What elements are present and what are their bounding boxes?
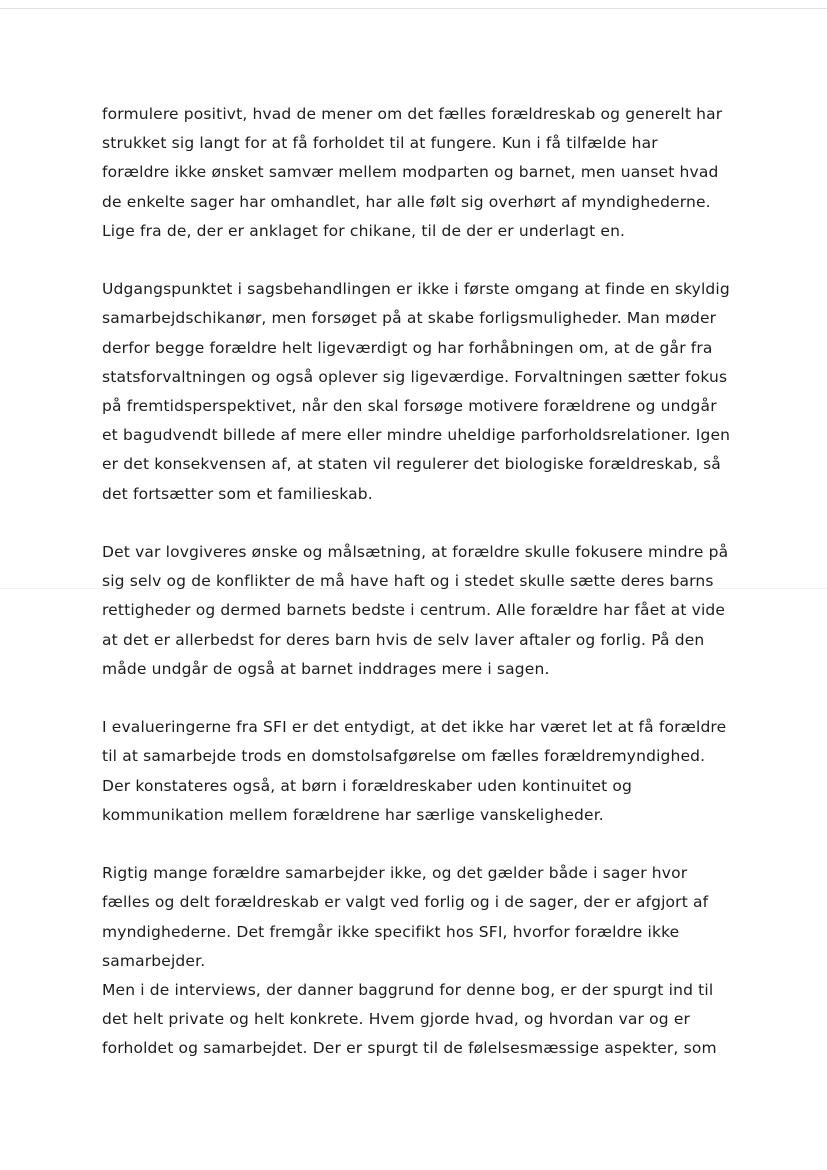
paragraph [102,713,762,830]
text-line: fælles og delt forældreskab er valgt ved forlig og i de sager, der er afgjort af [102,893,709,912]
text-line: sig selv og de konflikter de må have haft og i stedet skulle sætte deres barns [102,572,714,591]
text-line: på fremtidsperspektivet, når den skal forsøge motivere forældrene og undgår [102,397,717,416]
text-line: derfor begge forældre helt ligeværdigt og har forhåbningen om, at de går fra [102,338,713,357]
paragraph [102,275,762,509]
paragraph [102,100,762,246]
text-line: er det konsekvensen af, at staten vil regulerer det biologiske forældreskab, så [102,455,721,474]
text-line: Udgangspunktet i sagsbehandlingen er ikke i første omgang at finde en skyldig [102,280,730,299]
text-line: strukket sig langt for at få forholdet til at fungere. Kun i få tilfælde har [102,134,658,153]
paragraph [102,976,762,1064]
text-line: I evalueringerne fra SFI er det entydigt, at det ikke har været let at få forældre [102,718,727,737]
text-line: Men i de interviews, der danner baggrund for denne bog, er der spurgt ind til [102,981,714,1000]
text-line: det fortsætter som et familieskab. [102,484,373,503]
text-line: myndighederne. Det fremgår ikke specifikt hos SFI, hvorfor forældre ikke [102,922,680,941]
text-line: det helt private og helt konkrete. Hvem gjorde hvad, og hvordan var og er [102,1010,691,1029]
scan-artifact-line [0,8,827,9]
text-line: forholdet og samarbejdet. Der er spurgt til de følelsesmæssige aspekter, som [102,1039,717,1058]
paragraph [102,538,762,684]
text-line: samarbejdschikanør, men forsøget på at skabe forligsmuligheder. Man møder [102,309,717,328]
text-line: de enkelte sager har omhandlet, har alle følt sig overhørt af myndighederne. [102,192,711,211]
text-line: til at samarbejde trods en domstolsafgørelse om fælles forældremyndighed. [102,747,706,766]
text-line: et bagudvendt billede af mere eller mindre uheldige parforholdsrelationer. Igen [102,426,731,445]
text-line: samarbejder. [102,951,206,970]
text-line: kommunikation mellem forældrene har særlige vanskeligheder. [102,805,604,824]
text-line: Lige fra de, der er anklaget for chikane, til de der er underlagt en. [102,221,626,240]
document-body [102,100,762,1064]
paragraph [102,859,762,976]
text-line: forældre ikke ønsket samvær mellem modparten og barnet, men uanset hvad [102,163,719,182]
text-line: Der konstateres også, at børn i forældreskaber uden kontinuitet og [102,776,633,795]
text-line: at det er allerbedst for deres barn hvis de selv laver aftaler og forlig. På den [102,630,705,649]
text-line: måde undgår de også at barnet inddrages mere i sagen. [102,659,550,678]
text-line: formulere positivt, hvad de mener om det fælles forældreskab og generelt har [102,105,723,123]
text-line: rettigheder og dermed barnets bedste i centrum. Alle forældre har fået at vide [102,601,726,620]
text-line: Rigtig mange forældre samarbejder ikke, og det gælder både i sager hvor [102,864,688,883]
text-line: statsforvaltningen og også oplever sig ligeværdige. Forvaltningen sætter fokus [102,367,728,386]
text-line: Det var lovgiveres ønske og målsætning, at forældre skulle fokusere mindre på [102,543,729,562]
